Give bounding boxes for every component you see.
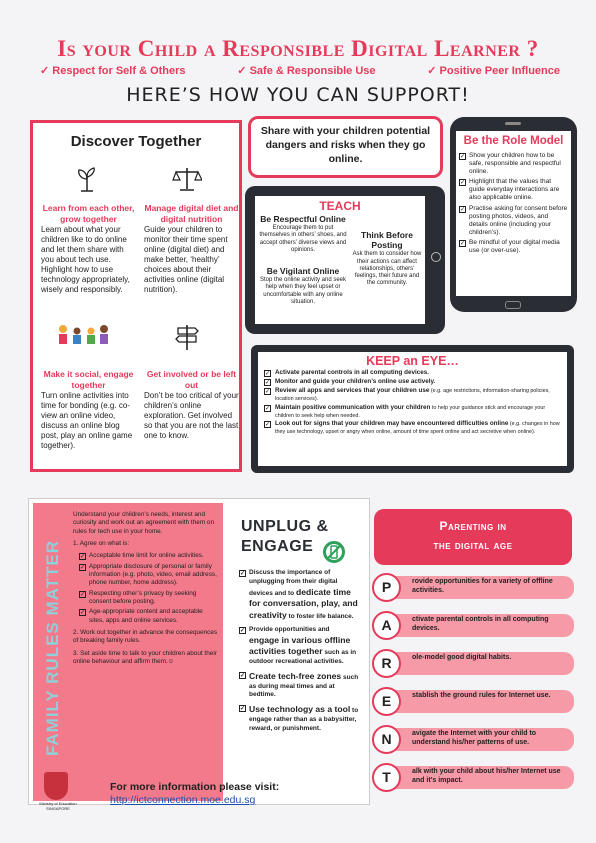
family-rules-text: Understand your children’s needs, interest and curiosity and work out an agreement with them on rules for tech use in your home. 1. Agree on what is: ✓ Acceptable time limit for online activities. ✓ Appropriate disclosure of personal or family information (e.g. photo, video, email address, phone number, home address). ✓ Respecting other’s privacy by seeking consent before posting. ✓ Age-appropriate content and acceptable sites, apps and online services. 2. Work out together in advance the consequences of breaking family rules. 3. Set aside time to talk to your children about their online behaviour and affirm them.☺ [73,511,218,665]
teach-vigilant: Be Vigilant Online Stop the online activity and seek help when they feel upset or uncomfortable with any online situation. [259,266,347,305]
list-item: ✓ Highlight that the values that guide everyday interactions are also applicable online. [460,178,560,202]
unplug-list [239,569,359,733]
checkbox-icon: ✓ [265,422,271,429]
monitor-device [251,345,574,473]
parent-row-t: T alk with your child about his/her Internet use and it’s impact. [372,764,574,791]
checkbox-icon: ✓ [240,627,246,634]
signpost-icon [167,323,207,357]
scales-icon [167,165,207,199]
keep-eye-title: KEEP an EYE… [366,354,459,368]
value-safe: ✓ Safe & Responsible Use [237,65,376,77]
checkbox-icon: ✓ [265,389,271,395]
checkbox-icon: ✓ [80,591,86,598]
list-item: ✓ Be mindful of your digital media use (or over-use). [460,239,560,255]
value-positive: ✓ Positive Peer Influence [427,65,560,77]
role-model-screen [456,131,571,296]
role-model-title: Be the Role Model [463,135,564,147]
list-item: ✓ Practise asking for consent before posting photos, videos, and details online (including your children’s). [460,204,568,236]
keep-eye-list [258,368,567,438]
checkbox-icon: ✓ [80,610,86,617]
discover-item-social: Make it social, engage together Turn online activities into time for bonding (e.g. co-view an online video, discuss an online blog post, play an online game together). [41,369,134,451]
list-item: ✓ Use technology as a tool to engage rather than as a babysitter, reward, or punishment. [240,704,359,732]
list-item: ✓ Respecting other’s privacy by seeking consent before posting. [80,589,197,605]
family-rules-box [33,503,223,801]
ministry-crest-logo [44,772,68,800]
list-item: ✓ Appropriate disclosure of personal or family information (e.g. photo, video, email address, phone number, home address). [80,562,217,587]
poster-title: Is your Child a Responsible Digital Learner ? [57,36,539,61]
family-agree-list [79,552,218,625]
phone-home-button [505,301,521,309]
ministry-label: Ministry of Education SINGAPORE [39,801,77,811]
tablet-device [245,186,445,334]
teach-think: Think Before Posting Ask them to consider how their actions can affect relationships, others’ feelings, their future and the community. [352,230,422,287]
family-rules-title: FAMILY RULES MATTER [43,539,62,757]
parenting-title: Parenting in the digital age [374,509,572,565]
discover-item-manage: Manage digital diet and digital nutrition Guide your children to monitor their time spent online (digital diet) and make better, ‘healthy’ choices about their activities online (digital nutrition). [144,203,239,295]
list-item: ✓ Acceptable time limit for online activities. [80,552,204,561]
checkbox-icon: ✓ [460,241,466,248]
parent-row-p: P rovide opportunities for a variety of offline activities. [372,574,574,601]
checkbox-icon: ✓ [265,371,271,377]
discover-title: Discover Together [70,133,202,150]
family-icon [53,323,113,355]
poster-subtitle: HERE’S HOW YOU CAN SUPPORT! [126,84,470,106]
teach-title: TEACH [319,199,361,213]
parent-row-n: N avigate the Internet with your child to understand his/her patterns of use. [372,726,574,753]
tablet-home-button [431,252,441,262]
more-info-text: For more information please visit: [110,781,280,793]
no-phone-icon [323,541,345,563]
discover-item-learn: Learn from each other, grow together Learn about what your children like to do online and let them share with you about tech use. Highlight how to use technology appropriately, wisely and responsibly. [41,203,135,295]
parent-row-a: A ctivate parental controls in all computing devices. [372,612,574,639]
list-item: ✓ Show your children how to be safe, responsible and respectful online. [460,151,561,176]
list-item: ✓ Maintain positive communication with your children to help your guidance stick and encourage your children to seek help when needed. [265,403,546,419]
checkbox-icon: ✓ [240,571,246,577]
seedling-icon [67,165,107,199]
phone-device [450,117,577,312]
checkbox-icon: ✓ [265,405,271,412]
phone-speaker [505,122,521,125]
teach-respectful: Be Respectful Online Encourage them to put themselves in others’ shoes, and accept others’ diverse views and opinions. [259,214,347,253]
list-item: ✓ Review all apps and services that your children use (e.g. age restrictions, information-sharing policies, location services). [265,387,550,402]
checkbox-icon: ✓ [80,564,86,571]
family-unplug-panel [28,498,370,805]
ict-connection-link[interactable]: http://ictconnection.moe.edu.sg [110,794,256,806]
checkbox-icon: ✓ [460,153,466,160]
role-model-list [456,152,571,256]
value-respect: ✓ Respect for Self & Others [40,65,186,77]
checkbox-icon: ✓ [80,554,86,561]
list-item: ✓ Create tech-free zones such as during meal times and at bedtime. [240,670,359,699]
discover-item-involved: Get involved or be left out Don’t be too critical of your children’s online exploration. Get involved so that you are not the last one to know. [144,369,239,441]
list-item: ✓ Monitor and guide your children’s online use actively. [265,378,436,386]
list-item: ✓ Look out for signs that your children may have encountered difficulties online (e.g. changes in how they use technology, upset or angry when online, amount of time spent online and act secretive when online). [265,420,560,436]
list-item: ✓ Discuss the importance of unplugging from their digital devices and to dedicate time for conversation, play, and creativity to foster life balance. [240,569,358,621]
list-item: ✓ Provide opportunities and engage in various offline activities together such as in outdoor recreational activities. [240,625,357,666]
checkbox-icon: ✓ [460,206,466,213]
unplug-engage-box [227,503,367,801]
keep-eye-screen [258,352,567,466]
unplug-title: UNPLUG & ENGAGE [241,518,329,555]
checkbox-icon: ✓ [460,180,466,187]
checkbox-icon: ✓ [265,380,271,386]
values-row [40,64,560,77]
list-item: ✓ Activate parental controls in all computing devices. [265,369,429,377]
discover-together-box [30,120,242,472]
list-item: ✓ Age-appropriate content and acceptable sites, apps and online services. [80,608,203,624]
parent-row-r: R ole-model good digital habits. [372,650,574,677]
checkbox-icon: ✓ [240,706,246,713]
share-dangers-bubble: Share with your children potential dangers and risks when they go online. [248,116,443,178]
checkbox-icon: ✓ [240,672,246,679]
teach-screen [255,196,425,324]
parent-row-e: E stablish the ground rules for Internet use. [372,688,574,715]
